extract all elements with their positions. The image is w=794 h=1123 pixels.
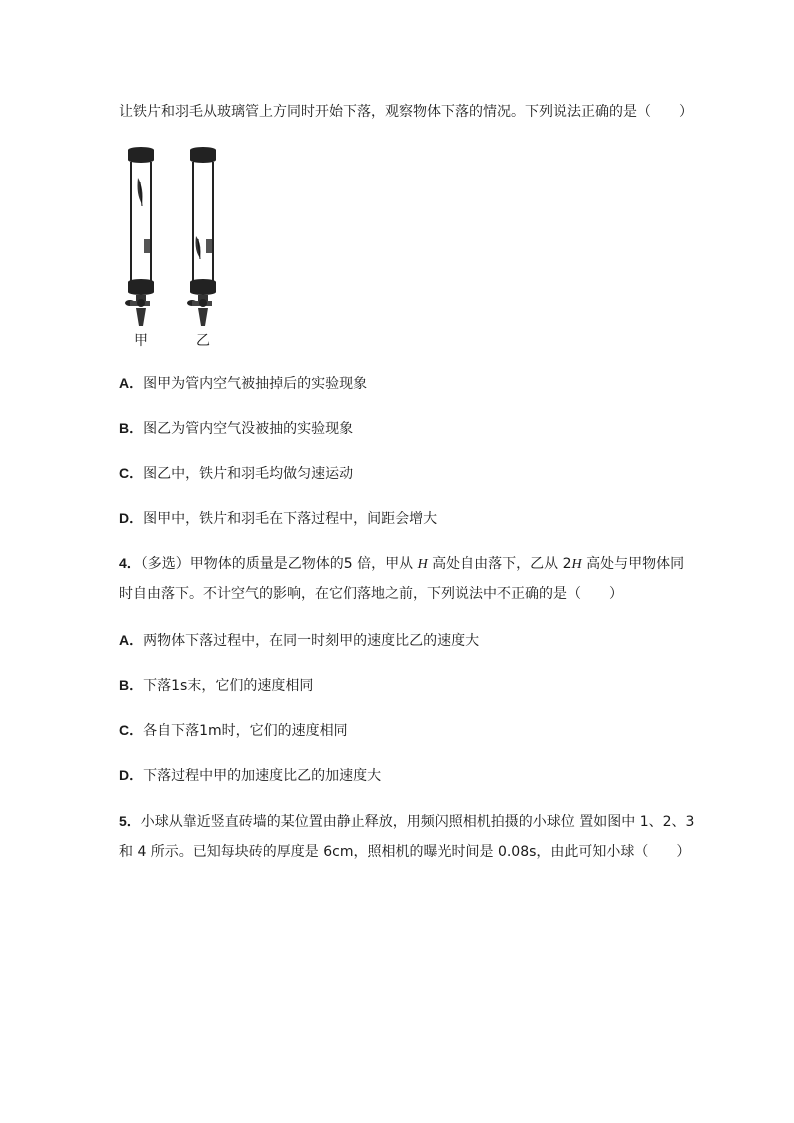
iron-right [206, 239, 212, 253]
option-text: 下落1s末，它们的速度相同 [143, 678, 314, 694]
q4-stem-line2: 时自由落下。不计空气的影响，在它们落地之前，下列说法中不正确的是（ ） [119, 586, 623, 602]
q4-option-c [119, 721, 348, 740]
option-text: 各自下落1m时，它们的速度相同 [143, 723, 348, 739]
question-number: 4． [119, 555, 141, 571]
figure-label-yi: 乙 [196, 333, 210, 349]
option-letter: B． [119, 420, 144, 436]
option-text: 图甲中，铁片和羽毛在下落过程中，间距会增大 [143, 511, 438, 527]
q4-text-a: （多选）甲物体的质量是乙物体的5 倍，甲从 [140, 556, 418, 572]
option-text: 下落过程中甲的加速度比乙的加速度大 [143, 768, 382, 784]
q4-var-h: H [417, 557, 428, 572]
option-text: 图乙为管内空气没被抽的实验现象 [143, 421, 354, 437]
option-letter: A． [119, 632, 144, 648]
q4-text-c: 高处与甲物体同 [581, 556, 685, 572]
q3-option-d [119, 509, 437, 528]
tube-diagram [118, 146, 228, 352]
option-letter: A． [119, 375, 144, 391]
option-letter: D． [119, 767, 144, 783]
question-number: 5． [119, 813, 141, 829]
figure-label-jia: 甲 [134, 333, 148, 349]
option-letter: C． [119, 465, 144, 481]
option-letter: C． [119, 722, 144, 738]
q4-stem-line1 [119, 554, 684, 574]
q5-stem-line1 [119, 812, 694, 831]
tube-left [125, 147, 154, 326]
q3-option-b [119, 419, 353, 438]
option-letter: D． [119, 510, 144, 526]
q4-option-a [119, 631, 479, 650]
q3-stem: 让铁片和羽毛从玻璃管上方同时开始下落，观察物体下落的情况。下列说法正确的是（ ） [119, 104, 693, 120]
q5-stem-line2: 和 4 所示。已知每块砖的厚度是 6cm，照相机的曝光时间是 0.08s，由此可知小球（ ） [119, 844, 691, 860]
tube-right [187, 147, 216, 326]
q3-option-a [119, 374, 367, 393]
q3-option-c [119, 464, 353, 483]
option-text: 图乙中，铁片和羽毛均做匀速运动 [143, 466, 354, 482]
q4-text-b: 高处自由落下，乙从 2 [427, 556, 572, 572]
tube-figure [118, 146, 228, 352]
option-text: 两物体下落过程中，在同一时刻甲的速度比乙的速度大 [143, 633, 480, 649]
q4-option-b [119, 676, 313, 695]
option-text: 图甲为管内空气被抽掉后的实验现象 [143, 376, 368, 392]
q4-option-d [119, 766, 381, 785]
q5-text-1: 小球从靠近竖直砖墙的某位置由静止释放，用频闪照相机拍摄的小球位 置如图中 1、2、3 [140, 814, 695, 830]
option-letter: B． [119, 677, 144, 693]
iron-left [144, 239, 150, 253]
q4-var-h2: H [571, 557, 582, 572]
